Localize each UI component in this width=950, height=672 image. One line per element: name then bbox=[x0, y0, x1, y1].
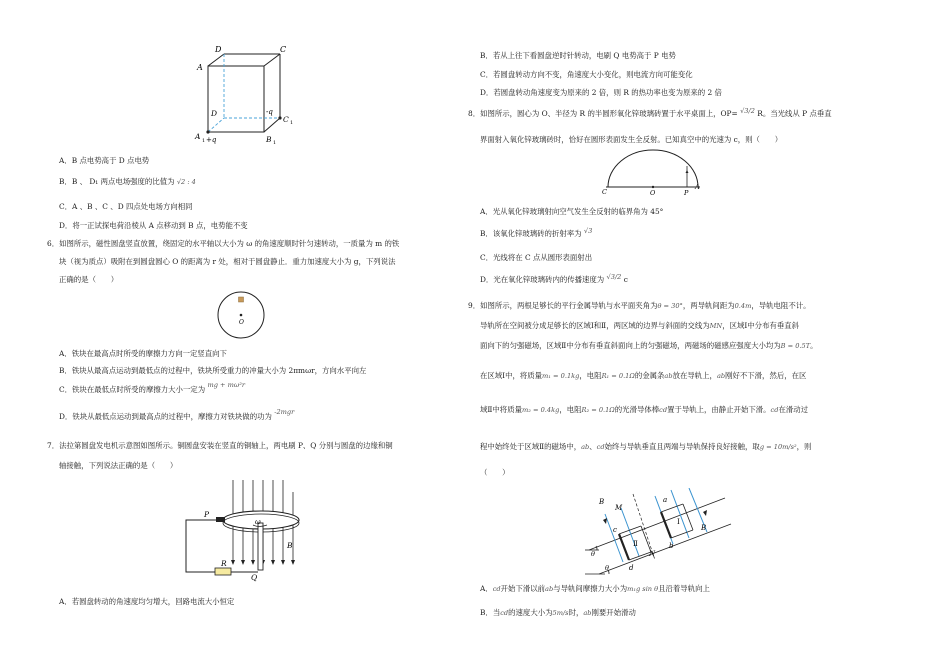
q9-l6m1: ab bbox=[581, 443, 590, 451]
q9-l5m2: R₂ = 0.1Ω bbox=[581, 406, 615, 414]
q8-option-d-text: D．光在氧化锌玻璃砖内的传播速度为 bbox=[480, 275, 605, 284]
q5-option-a: A．B 点电势高于 D 点电势 bbox=[59, 156, 150, 165]
q9-l6m3: g = 10m/s² bbox=[759, 443, 797, 451]
q9-l2: 导轨所在空间被分成足够长的区域Ⅰ和Ⅱ，两区域的边界与斜面的交线为 bbox=[480, 321, 710, 330]
q8-line-2: 界面射入氧化锌玻璃砖时，恰好在圆形表面发生全反射。已知真空中的光速为 c，则（ ） bbox=[480, 135, 783, 144]
q6-option-a: A．铁块在最高点时所受的摩擦力方向一定竖直向下 bbox=[59, 349, 227, 358]
q8-option-b-math: √3 bbox=[583, 227, 593, 235]
q9-l1a: 9．如图所示，两根足够长的平行金属导轨与水平面夹角为 bbox=[468, 301, 658, 310]
q9-l5a: 域Ⅱ中将质量 bbox=[480, 405, 522, 414]
cube-sub-1: 1 bbox=[290, 120, 294, 126]
q9-l6m2: cd bbox=[596, 443, 605, 451]
rails-label-N: N bbox=[649, 550, 656, 558]
faraday-label-omega: ω bbox=[255, 518, 261, 526]
q8-option-d bbox=[480, 275, 628, 284]
q9-l4m1: m₁ = 0.1kg bbox=[542, 372, 580, 380]
cube-label-C: C bbox=[280, 45, 287, 54]
q9-opt-a-c: 与导轨间摩擦力大小为 bbox=[553, 584, 628, 593]
q9-l4d: 放在导轨上， bbox=[672, 371, 717, 380]
semicircle-label-A: A bbox=[695, 183, 700, 191]
rails-label-c: c bbox=[613, 526, 617, 534]
semicircle-label-P: P bbox=[684, 189, 689, 197]
q5-option-b bbox=[59, 177, 196, 186]
q9-l4e: 刚好不下滑，然后，在区 bbox=[725, 371, 807, 380]
q9-opt-b-prefix: B．当 bbox=[480, 608, 501, 617]
q8-option-c: C．光线将在 C 点从圆形表面射出 bbox=[480, 253, 593, 262]
faraday-disc-figure bbox=[183, 478, 308, 583]
q6-option-c-text: C．铁块在最低点时所受的摩擦力大小一定为 bbox=[59, 385, 206, 394]
semicircle-label-C: C bbox=[602, 188, 607, 196]
rails-figure bbox=[585, 488, 735, 578]
q8-option-d-end: c bbox=[623, 275, 628, 284]
q6-line-3: 正确的是（ ） bbox=[59, 275, 119, 284]
q9-l4m3: ab bbox=[664, 372, 673, 380]
q9-l5e: 在滑动过 bbox=[778, 405, 809, 414]
q9-opt-b-m2: 5m/s bbox=[552, 609, 569, 617]
q9-option-a bbox=[480, 584, 710, 593]
q8-option-b bbox=[480, 229, 592, 238]
q9-l3: 面向下的匀强磁场，区域Ⅱ中分布有垂直斜面向上的匀强磁场，两磁场的磁感应强度大小均为 bbox=[480, 341, 781, 350]
q9-line-4 bbox=[480, 371, 806, 380]
rails-label-a: a bbox=[663, 496, 668, 504]
rails-label-M: M bbox=[615, 504, 623, 512]
q7-line-1: 7．法拉第圆盘发电机示意图如图所示。铜圆盘安装在竖直的铜轴上，两电刷 P、Q 分别与圆盘的边缘和铜 bbox=[47, 441, 393, 450]
rails-label-d: d bbox=[629, 564, 634, 572]
q9-l6c: 始终与导轨垂直且两端与导轨保持良好接触，取 bbox=[604, 442, 760, 451]
q5-option-c: C．A 、B 、C 、D 四点处电场方向相同 bbox=[59, 202, 193, 211]
q8-option-a: A．光从氧化锌玻璃射向空气发生全反射的临界角为 45° bbox=[480, 207, 664, 216]
q9-l6a: 程中始终处于区域Ⅱ的磁场中， bbox=[480, 442, 582, 451]
semicircle-figure bbox=[602, 147, 712, 197]
q8-line-1-text: 8．如图所示，圆心为 O、半径为 R 的半圆形氧化锌玻璃砖置于水平桌面上，OP= bbox=[468, 109, 738, 118]
q9-l5c: 的光滑导体棒 bbox=[614, 405, 660, 414]
q9-opt-a-prefix: A． bbox=[480, 584, 493, 593]
q9-l3m: B = 0.5T bbox=[780, 342, 811, 350]
q9-l4m2: R₁ = 0.1Ω bbox=[601, 372, 635, 380]
rails-label-region-I: Ⅰ bbox=[677, 518, 680, 526]
q9-l5m4: cd bbox=[770, 406, 779, 414]
q9-opt-b-m3: ab bbox=[583, 609, 592, 617]
q9-l6b: 、 bbox=[589, 442, 597, 451]
cube-label-minus-q: -q bbox=[266, 108, 273, 116]
q9-opt-a-b: 开始下滑以前 bbox=[500, 584, 546, 593]
faraday-label-R: R bbox=[221, 559, 227, 568]
q9-l5d: 置于导轨上，由静止开始下滑。 bbox=[667, 405, 771, 414]
q9-l5m1: m₂ = 0.4kg bbox=[521, 406, 560, 414]
rails-label-region-II: Ⅱ bbox=[633, 540, 638, 548]
cube-label-D1: D bbox=[211, 109, 218, 118]
q6-option-b: B．铁块从最高点运动到最低点的过程中，铁块所受重力的冲量大小为 2πmωr，方向水平向左 bbox=[59, 366, 367, 375]
q6-line-2: 块（视为质点）吸附在到圆盘圆心 O 的距离为 r 处，相对于圆盘静止．重力加速度大小为 g，下列说法 bbox=[59, 257, 396, 266]
q9-l5m3: cd bbox=[659, 406, 668, 414]
q9-l1m2: 0.4m bbox=[734, 302, 752, 310]
rails-label-b: b bbox=[669, 542, 674, 550]
q6-option-c-math: mg + mω²r bbox=[207, 381, 246, 389]
q6-line-1: 6．如图所示，磁性圆盘竖直放置，绕固定的水平轴以大小为 ω 的角速度顺时针匀速转动，一质量为 m 的铁 bbox=[47, 239, 400, 248]
cube-label-B1: B bbox=[266, 135, 272, 144]
q8-option-b-text: B．该氧化锌玻璃砖的折射率为 bbox=[480, 229, 582, 238]
faraday-label-P: P bbox=[204, 510, 210, 519]
q9-line-1 bbox=[468, 301, 811, 310]
disc-figure bbox=[216, 290, 266, 340]
q7-option-c: C．若圆盘转动方向不变，角速度大小变化，则电流方向可能变化 bbox=[480, 70, 693, 79]
q9-line-7: （ ） bbox=[480, 468, 510, 477]
q6-option-d bbox=[59, 408, 295, 421]
q9-opt-b-m1: cd bbox=[500, 609, 509, 617]
q5-option-d: D．将一正试探电荷沿棱从 A 点移动到 B 点，电势能不变 bbox=[59, 221, 248, 230]
q9-l1m1: θ = 30° bbox=[657, 302, 683, 310]
q9-opt-b-b: 的速度大小为 bbox=[508, 608, 553, 617]
q9-opt-b-c: 时， bbox=[568, 608, 584, 617]
cube-label-A: A bbox=[197, 63, 203, 72]
q6-option-d-text: D．铁块从最低点运动到最高点的过程中，摩擦力对铁块做的功为 bbox=[59, 412, 272, 421]
q8-line-1-math: √3/2 bbox=[740, 107, 755, 115]
q7-option-d: D．若圆盘转动角速度变为原来的 2 倍，则 R 的热功率也变为原来的 2 倍 bbox=[480, 88, 722, 97]
q9-line-2 bbox=[480, 321, 799, 330]
q8-line-1 bbox=[468, 109, 832, 118]
q9-l6d: ，则 bbox=[796, 442, 812, 451]
q7-option-a: A．若圆盘转动的角速度均匀增大，回路电流大小恒定 bbox=[59, 597, 235, 606]
q9-line-5 bbox=[480, 405, 808, 414]
cube-label-plus-q: +q bbox=[206, 136, 217, 144]
q8-line-1-end: R。当光线从 P 点垂直 bbox=[757, 109, 832, 118]
q6-option-c bbox=[59, 381, 246, 394]
q9-line-3 bbox=[480, 341, 818, 350]
q9-l4c: 的金属条 bbox=[634, 371, 665, 380]
cube-figure bbox=[190, 44, 300, 144]
rails-label-B-top: B bbox=[599, 498, 605, 506]
rails-label-B-right: B bbox=[701, 524, 707, 532]
cube-label-A1: A bbox=[195, 132, 201, 141]
q9-line-6 bbox=[480, 442, 811, 451]
q9-l4b: ，电阻 bbox=[579, 371, 602, 380]
q5-option-b-math: √2 : 4 bbox=[176, 178, 196, 186]
semicircle-label-O: O bbox=[650, 189, 656, 197]
q9-l1c: ，导轨电阻不计。 bbox=[751, 301, 811, 310]
q9-opt-a-m2: ab bbox=[545, 585, 554, 593]
cube-label-D: D bbox=[215, 45, 222, 54]
q9-l1b: ，两导轨间距为 bbox=[682, 301, 735, 310]
q7-line-2: 轴接触，下列说法正确的是（ ） bbox=[59, 461, 178, 470]
q9-opt-a-m1: cd bbox=[492, 585, 501, 593]
q9-l2b: ，区域Ⅰ中分布有垂直斜 bbox=[722, 321, 800, 330]
q9-l4m4: ab bbox=[716, 372, 726, 380]
rails-label-theta-2: θ bbox=[605, 564, 609, 572]
faraday-label-B: B bbox=[287, 541, 293, 550]
q7-option-b: B．若从上往下看圆盘逆时针转动，电刷 Q 电势高于 P 电势 bbox=[480, 51, 676, 60]
q8-option-d-math: √3/2 bbox=[606, 273, 622, 281]
q5-option-b-text: B．B 、 D₁ 两点电场强度的比值为 bbox=[59, 177, 175, 186]
cube-label-C1: C bbox=[283, 115, 289, 124]
faraday-label-Q: Q bbox=[251, 573, 258, 582]
rails-label-theta-1: θ bbox=[591, 550, 595, 558]
q9-l3b: 。 bbox=[810, 341, 818, 350]
q9-opt-b-d: 刚要开始滑动 bbox=[591, 608, 636, 617]
q9-l4a: 在区域Ⅰ中，将质量 bbox=[480, 371, 543, 380]
q9-l5b: ，电阻 bbox=[559, 405, 582, 414]
cube-sub-B1: 1 bbox=[273, 140, 277, 144]
cube-sub-A1: 1 bbox=[202, 138, 206, 144]
q9-l2m: MN bbox=[709, 322, 723, 330]
q9-opt-a-m3: m₁g sin θ bbox=[627, 585, 659, 593]
q9-option-b bbox=[480, 608, 636, 617]
disc-label-O: O bbox=[239, 319, 244, 326]
q9-opt-a-d: 且沿着导轨向上 bbox=[658, 584, 710, 593]
q6-option-d-math: -2mgr bbox=[274, 408, 295, 416]
